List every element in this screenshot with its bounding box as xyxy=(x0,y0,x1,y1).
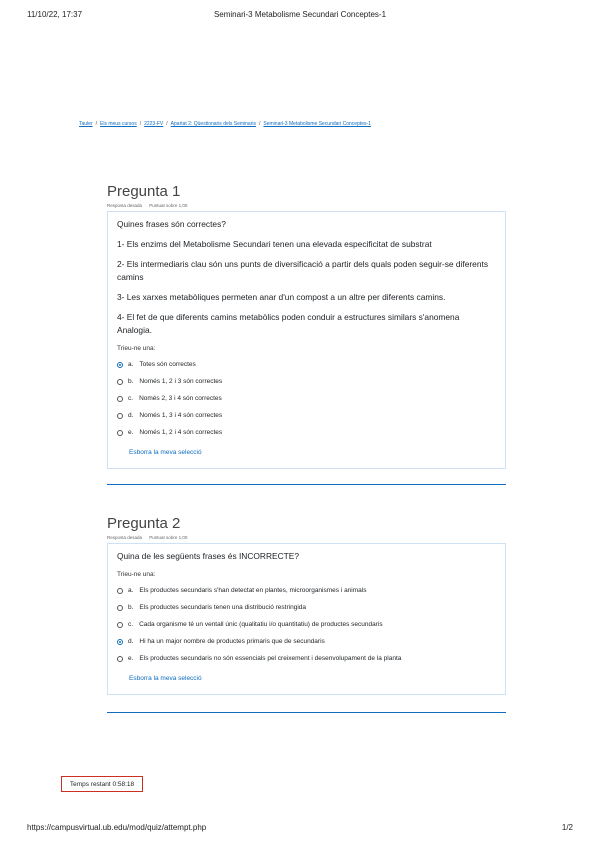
question-statement-2: 2- Els intermediaris clau són uns punts de diversificació a partir dels quals poden seguir-se diferents camins xyxy=(117,259,489,282)
question-score: Puntuat sobre 1,00 xyxy=(149,203,188,208)
question-text xyxy=(117,550,496,563)
option-letter: b. xyxy=(128,604,134,611)
radio-icon[interactable] xyxy=(117,656,123,662)
question-title: Pregunta 1 xyxy=(107,183,181,200)
breadcrumb-item-my-courses[interactable]: Els meus cursos xyxy=(100,121,137,127)
breadcrumb-item-dashboard[interactable]: Tauler xyxy=(79,121,93,127)
print-header xyxy=(0,10,600,24)
answer-option-c[interactable] xyxy=(117,390,496,407)
print-datetime: 11/10/22, 17:37 xyxy=(27,10,83,19)
question-1 xyxy=(107,183,506,469)
question-2 xyxy=(107,515,506,695)
option-letter: c. xyxy=(128,395,134,402)
print-url: https://campusvirtual.ub.edu/mod/quiz/attempt.php xyxy=(27,823,207,832)
radio-icon[interactable] xyxy=(117,622,123,628)
question-score: Puntuat sobre 1,00 xyxy=(149,535,188,540)
option-text: Hi ha un major nombre de productes primaris que de secundaris xyxy=(139,638,325,645)
answer-option-c[interactable] xyxy=(117,616,496,633)
breadcrumb-item-course[interactable]: 2223-FV xyxy=(144,121,164,127)
question-statement-3: 3- Les xarxes metabòliques permeten anar d'un compost a un altre per diferents camins. xyxy=(117,292,446,302)
question-info xyxy=(107,535,506,542)
radio-selected-icon[interactable] xyxy=(117,362,123,368)
option-letter: e. xyxy=(128,655,134,662)
option-text: Només 1, 3 i 4 són correctes xyxy=(139,412,223,419)
question-status: Resposta desada xyxy=(107,203,143,208)
option-letter: e. xyxy=(128,429,134,436)
option-text: Només 1, 2 i 3 són correctes xyxy=(139,378,223,385)
question-prompt: Quina de les següents frases és INCORRECTE? xyxy=(117,551,300,561)
question-title: Pregunta 2 xyxy=(107,515,181,532)
question-box xyxy=(107,211,506,469)
clear-selection-link[interactable]: Esborra la meva selecció xyxy=(129,449,202,456)
radio-icon[interactable] xyxy=(117,413,123,419)
answer-option-d[interactable] xyxy=(117,633,496,650)
option-text: Només 2, 3 i 4 són correctes xyxy=(139,395,222,402)
breadcrumb-separator: / xyxy=(139,121,142,127)
breadcrumb-separator: / xyxy=(95,121,98,127)
question-divider xyxy=(107,484,506,485)
option-letter: d. xyxy=(128,412,134,419)
question-prompt: Quines frases són correctes? xyxy=(117,219,226,229)
option-letter: d. xyxy=(128,638,134,645)
answer-label: Trieu-ne una: xyxy=(117,571,156,578)
print-document-title: Seminari-3 Metabolisme Secundari Conceptes-1 xyxy=(213,10,387,19)
radio-icon[interactable] xyxy=(117,396,123,402)
breadcrumb-item-section[interactable]: Apartat 2: Qüestionaris dels Seminaris xyxy=(170,121,256,127)
question-box xyxy=(107,543,506,695)
print-page-number: 1/2 xyxy=(561,823,573,832)
option-text: Els productes secundaris s'han detectat en plantes, microorganismes i animals xyxy=(139,587,367,594)
answer-option-a[interactable] xyxy=(117,356,496,373)
radio-icon[interactable] xyxy=(117,430,123,436)
question-info xyxy=(107,203,506,210)
question-statement-4: 4- El fet de que diferents camins metabòlics poden conduir a estructures similars s'anomena Analogia. xyxy=(117,312,460,335)
breadcrumb-separator: / xyxy=(259,121,261,127)
radio-icon[interactable] xyxy=(117,605,123,611)
question-statement-1: 1- Els enzims del Metabolisme Secundari tenen una elevada especificitat de substrat xyxy=(117,239,432,249)
time-remaining-badge: Temps restant 0:58:18 xyxy=(61,776,143,792)
breadcrumb-item-quiz[interactable]: Seminari-3 Metabolisme Secundari Conceptes-1 xyxy=(263,121,371,127)
question-text xyxy=(117,218,496,337)
option-text: Els productes secundaris tenen una distribució restringida xyxy=(139,604,306,611)
option-text: Cada organisme té un ventall únic (qualitatiu i/o quantitatiu) de productes secundaris xyxy=(139,621,383,628)
answer-option-b[interactable] xyxy=(117,599,496,616)
option-letter: a. xyxy=(128,587,134,594)
answer-option-b[interactable] xyxy=(117,373,496,390)
radio-selected-icon[interactable] xyxy=(117,639,123,645)
option-letter: b. xyxy=(128,378,134,385)
question-divider xyxy=(107,712,506,713)
option-text: Totes són correctes xyxy=(139,361,196,368)
clear-selection-link[interactable]: Esborra la meva selecció xyxy=(129,675,202,682)
option-text: Només 1, 2 i 4 són correctes xyxy=(139,429,223,436)
answer-label: Trieu-ne una: xyxy=(117,345,156,352)
radio-icon[interactable] xyxy=(117,588,123,594)
option-letter: c. xyxy=(128,621,134,628)
answer-option-d[interactable] xyxy=(117,407,496,424)
answer-option-e[interactable] xyxy=(117,650,496,667)
option-letter: a. xyxy=(128,361,134,368)
radio-icon[interactable] xyxy=(117,379,123,385)
option-text: Els productes secundaris no són essencials pel creixement i desenvolupament de la planta xyxy=(139,655,402,662)
question-status: Resposta desada xyxy=(107,535,143,540)
answer-option-a[interactable] xyxy=(117,582,496,599)
breadcrumb-separator: / xyxy=(166,121,168,127)
answer-option-e[interactable] xyxy=(117,424,496,441)
breadcrumb xyxy=(79,121,371,127)
